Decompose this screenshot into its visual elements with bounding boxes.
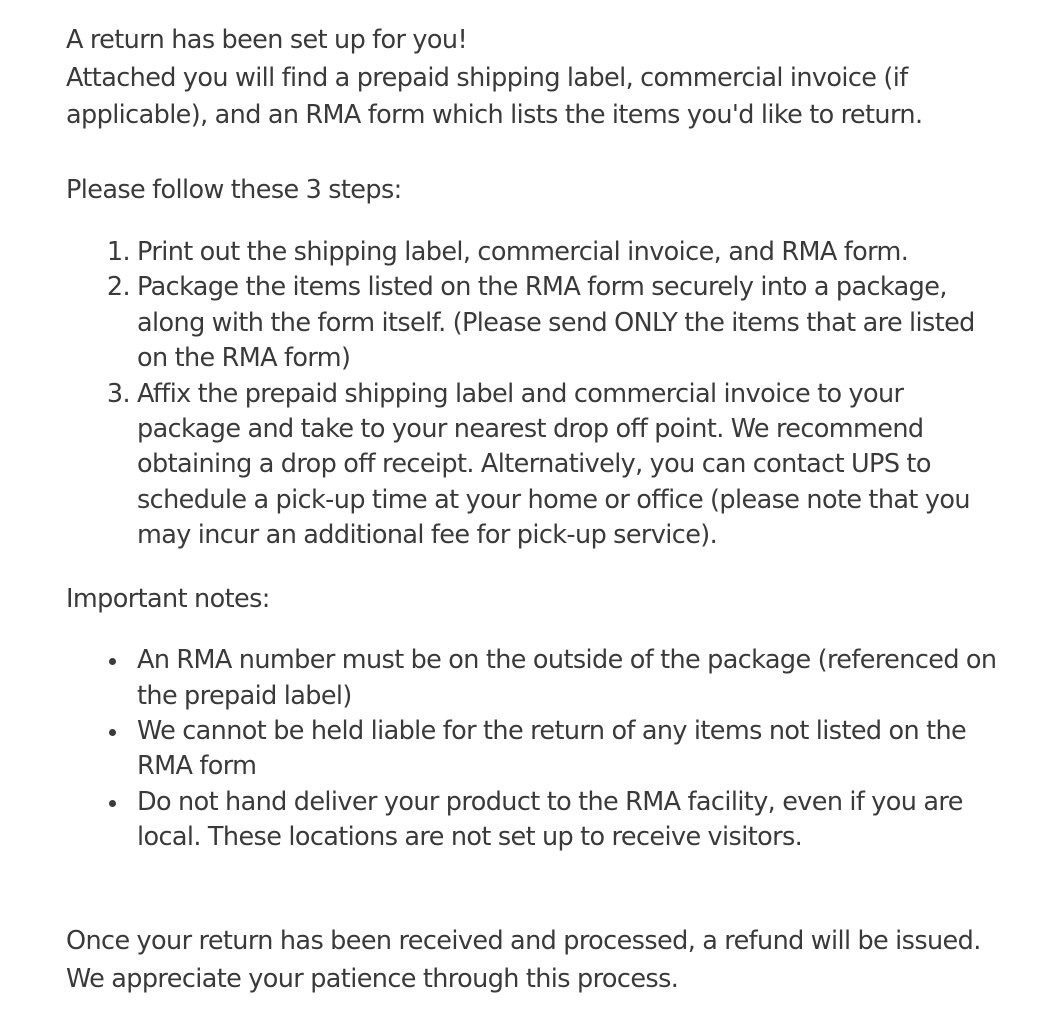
closing-paragraph: Once your return has been received and processed, a refund will be issued. We appreciate your patience through this process. <box>66 925 981 994</box>
notes-heading: Important notes: <box>66 583 270 614</box>
email-body <box>66 22 1006 998</box>
steps-list <box>66 235 1006 554</box>
note-item-2: We cannot be held liable for the return of any items not listed on the RMA form <box>137 714 1006 785</box>
note-item-3: Do not hand deliver your product to the RMA facility, even if you are local. These locations are not set up to receive visitors. <box>137 785 1006 856</box>
intro-text: Attached you will find a prepaid shipping label, commercial invoice (if applicable), and an RMA form which lists the items you'd like to return. <box>66 62 923 130</box>
steps-heading: Please follow these 3 steps: <box>66 174 402 205</box>
step-item-2: 2. Package the items listed on the RMA form securely into a package, along with the form itself. (Please send ONLY the items that are listed on the RMA form) <box>137 270 1006 376</box>
intro-paragraph <box>66 22 1006 135</box>
note-item-1: An RMA number must be on the outside of the package (referenced on the prepaid label) <box>137 643 1006 714</box>
notes-list <box>66 643 1006 855</box>
intro-headline: A return has been set up for you! <box>66 25 468 55</box>
step-item-1: 1. Print out the shipping label, commercial invoice, and RMA form. <box>137 235 1006 270</box>
step-item-3: 3. Affix the prepaid shipping label and commercial invoice to your package and take to your nearest drop off point. We recommend obtaining a drop off receipt. Alternatively, you can contact UPS to schedule a pick-up time at your home or office (please note that you may incur an additional fee for pick-up service). <box>137 377 1006 554</box>
